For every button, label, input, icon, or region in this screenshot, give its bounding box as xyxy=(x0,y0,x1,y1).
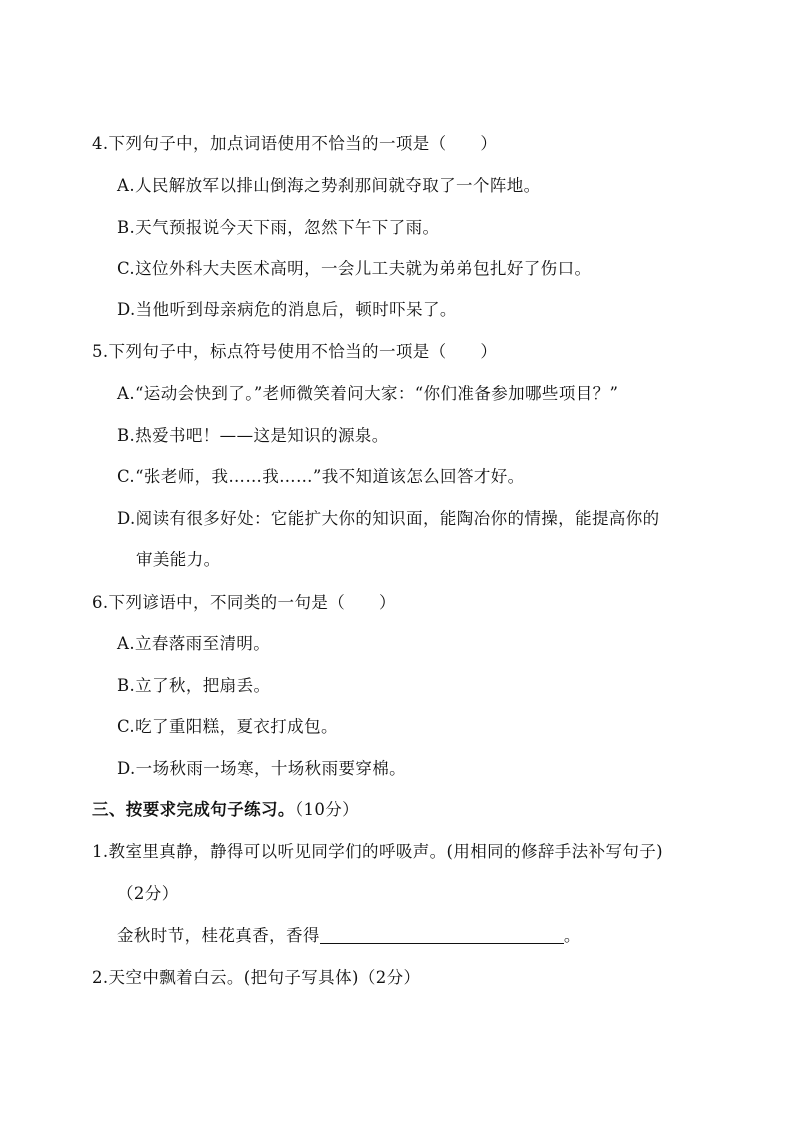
question-4-option-c: C.这位外科大夫医术高明，一会儿工夫就为弟弟包扎好了伤口。 xyxy=(117,259,592,278)
question-5-option-d: D.阅读有很多好处：它能扩大你的知识面，能陶冶你的情操，能提高你的 xyxy=(117,509,660,528)
question-6-option-a: A.立春落雨至清明。 xyxy=(117,634,271,653)
section-3-heading xyxy=(92,799,359,821)
section-3-title: 三、按要求完成句子练习。 xyxy=(92,800,295,819)
question-5-stem: 5.下列句子中，标点符号使用不恰当的一项是（ ） xyxy=(92,342,498,361)
exercise-1-stem: 1.教室里真静，静得可以听见同学们的呼吸声。(用相同的修辞手法补写句子) xyxy=(92,842,664,861)
exercise-1-answer-prefix: 金秋时节，桂花真香，香得 xyxy=(117,926,320,945)
question-5-option-b: B.热爱书吧！——这是知识的源泉。 xyxy=(117,426,389,445)
question-5-option-c: C.“张老师，我……我……”我不知道该怎么回答才好。 xyxy=(117,467,525,486)
exercise-1-answer-suffix: 。 xyxy=(563,926,581,945)
exercise-1-answer-line xyxy=(117,925,581,947)
question-6-option-c: C.吃了重阳糕，夏衣打成包。 xyxy=(117,717,338,736)
question-4-option-d: D.当他听到母亲病危的消息后，顿时吓呆了。 xyxy=(117,300,457,319)
question-5-option-d-continued: 审美能力。 xyxy=(136,550,221,569)
question-6-stem: 6.下列谚语中，不同类的一句是（ ） xyxy=(92,593,396,612)
section-3-points: （10分） xyxy=(294,800,360,819)
exercise-1-answer-blank[interactable] xyxy=(320,927,564,944)
exercise-2-stem: 2.天空中飘着白云。(把句子写具体)（2分） xyxy=(92,968,421,987)
question-6-option-d: D.一场秋雨一场寒，十场秋雨要穿棉。 xyxy=(117,759,407,778)
question-4-stem: 4.下列句子中，加点词语使用不恰当的一项是（ ） xyxy=(92,134,498,153)
question-6-option-b: B.立了秋，把扇丢。 xyxy=(117,676,271,695)
question-5-option-a: A.“运动会快到了。”老师微笑着问大家：“你们准备参加哪些项目？” xyxy=(117,384,619,403)
exercise-1-points: （2分） xyxy=(117,884,179,903)
question-4-option-b: B.天气预报说今天下雨，忽然下午下了雨。 xyxy=(117,218,440,237)
question-4-option-a: A.人民解放军以排山倒海之势刹那间就夺取了一个阵地。 xyxy=(117,176,541,195)
